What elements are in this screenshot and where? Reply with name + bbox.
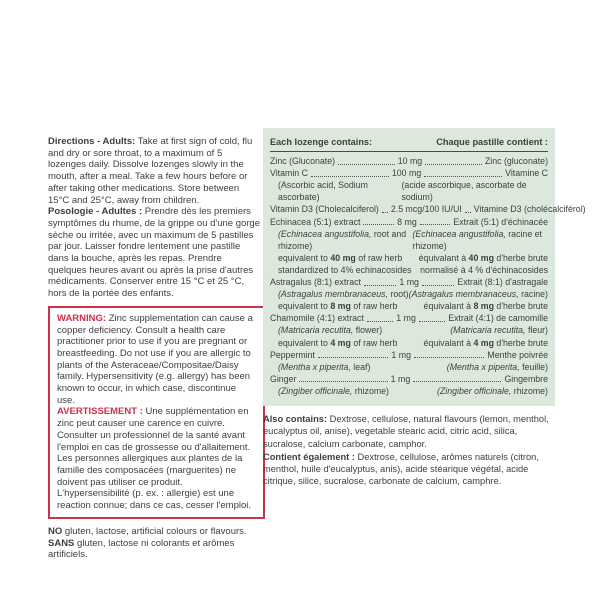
ingredient-row-echinacea (270, 216, 548, 228)
also-contains-section (263, 413, 555, 488)
ingredient-en: Vitamin D3 (Cholecalciferol) (270, 204, 379, 215)
latin-name: (Astragalus membranaceus, (278, 289, 389, 300)
ingredient-fr: Menthe poivrée (487, 349, 549, 360)
ingredient-sub-en (278, 337, 397, 349)
also-contains-en-label: Also contains: (263, 413, 328, 424)
ingredient-amount: 1 mg (390, 373, 411, 384)
equivalent-pre: equivalent to (278, 337, 331, 348)
ingredient-sub-en (278, 385, 389, 397)
also-contains-fr-text: Dextrose, cellulose, arômes naturels (citron, menthol, huile d'eucalyptus, anis), acide stéarique végétal, acide citrique, silice, sucralose, carbonate de calcium, camphre. (263, 451, 539, 487)
plant-part: flower) (353, 325, 383, 336)
also-contains-en-text: Dextrose, cellulose, natural flavours (lemon, menthol, eucalyptus oil, anise), vegetable stearic acid, citric acid, silica, sucralose, calcium carbonate, camphor. (263, 413, 549, 449)
ingredient-amount: 1 mg (391, 349, 411, 360)
ingredient-fr: Gingembre (504, 373, 548, 384)
ingredients-header-en: Each lozenge contains: (270, 137, 373, 147)
plant-part: rhizome) (352, 385, 389, 396)
directions-fr-label: Posologie - Adultes : (48, 206, 143, 218)
ingredient-row-peppermint (270, 349, 548, 361)
plant-part: root) (388, 289, 409, 300)
ingredient-sub-fr (450, 324, 548, 336)
ingredient-subrow-peppermint-latin (270, 361, 548, 373)
dotted-leader (422, 285, 454, 286)
ingredient-row-astragalus (270, 276, 548, 288)
ingredient-en: Vitamin C (270, 168, 308, 179)
ingredient-fr: Extrait (4:1) de camomille (448, 313, 549, 324)
ingredients-panel (263, 128, 586, 406)
equivalent-amount: 40 mg (330, 252, 356, 263)
latin-name: (Mentha x piperita, (446, 361, 520, 372)
ingredient-row-ginger (270, 373, 548, 385)
plant-part: racine et rhizome) (412, 228, 542, 251)
ingredient-sub-fr (412, 228, 548, 252)
equivalent-pre: equivalent to (278, 252, 331, 263)
dotted-leader (367, 321, 393, 322)
ingredient-en: Zinc (Gluconate) (270, 156, 336, 167)
ingredient-subrow-ascorbate (270, 179, 548, 203)
ingredient-amount: 10 mg (397, 156, 423, 167)
dotted-leader (318, 357, 388, 358)
equivalent-amount: 4 mg (473, 337, 494, 348)
ingredient-sub-fr (409, 288, 548, 300)
ingredient-fr: Extrait (5:1) d'échinacée (453, 216, 548, 227)
dotted-leader (311, 176, 389, 177)
dotted-leader (364, 285, 396, 286)
ingredient-amount: 8 mg (397, 216, 417, 227)
dotted-leader (419, 321, 445, 322)
ingredient-sub-en (278, 361, 370, 373)
latin-name: (Matricaria recutita, (450, 325, 526, 336)
ingredient-fr: Extrait (8:1) d'astragale (457, 277, 549, 288)
ingredient-sub-en (278, 324, 382, 336)
warning-box (48, 306, 265, 519)
directions-fr-text: Prendre dès les premiers symptômes du rhume, de la grippe ou d'une gorge sèche ou irritée, avec un maximum de 5 pastilles par jour. Laisser fondre lentement une pastille dans la bouche, après les repas. Prendre quelques heures avant ou après la prise d'autres médicaments. Conserver entre 15 °C et 25 °C, hors de la portée des enfants. (48, 206, 260, 300)
equivalent-amount: 4 mg (330, 337, 351, 348)
directions-paragraph (48, 136, 262, 300)
equivalent-amount: 40 mg (468, 252, 494, 263)
warning-en-label: WARNING: (57, 312, 107, 324)
latin-name: (Zingiber officinale, (278, 385, 353, 396)
latin-name: (Matricaria recutita, (278, 325, 354, 336)
ingredient-sub-en: (Ascorbic acid, Sodium ascorbate) (278, 180, 368, 203)
ingredient-sub-en (278, 228, 412, 252)
warning-en-text: Zinc supplementation can cause a copper deficiency. Consult a health care practitioner prior to use if you are pregnant or breastfeeding. Do not use if you are allergic to plants of the Asteraceae/Compositae/Daisy family. Hypersensitivity (e.g. allergy) has been known to occur, in which case, discontinue use. (57, 312, 253, 406)
dotted-leader (425, 164, 482, 165)
plant-part: root and rhizome) (278, 228, 407, 251)
dotted-leader (420, 224, 451, 225)
ingredient-sub-fr (424, 337, 548, 349)
ingredient-subrow-echinacea-standardized (270, 264, 548, 276)
directions-en-text: Take at first sign of cold, flu and dry or sore throat, to a maximum of 5 lozenges daily. Dissolve lozenges slowly in the mouth, after a meal. Take a few hours before or after taking other medications. Store between 15°C and 25°C, away from children. (48, 136, 253, 206)
ingredient-amount: 1 mg (399, 277, 419, 288)
ingredient-row-chamomile (270, 312, 548, 324)
ingredient-sub-fr (424, 300, 548, 312)
equivalent-post: of raw herb (350, 337, 398, 348)
right-column (263, 128, 586, 489)
ingredient-amount: 2.5 mcg/100 IU/UI (390, 204, 462, 215)
ingredient-fr: Zinc (gluconate) (484, 156, 548, 167)
latin-name: (Echinacea angustifolia, (278, 228, 372, 239)
free-from-en-label: NO (48, 525, 63, 537)
dotted-leader (382, 212, 388, 213)
free-from-fr-label: SANS (48, 537, 75, 549)
ingredient-en: Echinacea (5:1) extract (270, 216, 361, 227)
dotted-leader (338, 164, 395, 165)
ingredient-en: Chamomile (4:1) extract (270, 313, 364, 324)
ingredient-sub-fr (447, 361, 548, 373)
ingredient-sub-en (278, 300, 397, 312)
plant-part: feuille) (519, 361, 548, 372)
ingredient-sub-en: standardized to 4% echinacosides (278, 264, 412, 275)
equivalent-amount: 8 mg (330, 301, 351, 312)
dotted-leader (424, 176, 502, 177)
directions-en-label: Directions - Adults: (48, 136, 136, 147)
ingredient-row-vitamin-d3 (270, 203, 586, 215)
ingredient-fr: Vitamine D3 (cholécalciférol) (473, 204, 586, 215)
ingredient-amount: 1 mg (396, 313, 416, 324)
also-contains-fr-label: Contient également : (263, 451, 355, 462)
ingredient-sub-fr: (acide ascorbique, ascorbate de sodium) (401, 180, 527, 203)
equivalent-post: of raw herb (350, 301, 398, 312)
free-from-paragraph (48, 526, 262, 561)
plant-part: racine) (518, 289, 548, 300)
dotted-leader (363, 224, 394, 225)
equivalent-pre: équivalant à (423, 337, 474, 348)
ingredient-en: Ginger (270, 373, 297, 384)
equivalent-pre: équivalant à (423, 301, 474, 312)
ingredient-sub-fr (419, 252, 548, 264)
ingredient-sub-fr (437, 385, 548, 397)
latin-name: (Mentha x piperita, (278, 361, 351, 372)
also-contains-fr (263, 451, 555, 488)
equivalent-post: d'herbe brute (493, 301, 548, 312)
left-column (48, 136, 262, 561)
dotted-leader (299, 381, 387, 382)
latin-name: (Astragalus membranaceus, (408, 289, 519, 300)
plant-part: fleur) (525, 325, 548, 336)
equivalent-pre: equivalent to (278, 301, 331, 312)
ingredient-subrow-chamomile-equivalent (270, 337, 548, 349)
ingredient-row-zinc (270, 155, 548, 167)
ingredient-fr: Vitamine C (505, 168, 549, 179)
ingredient-sub-en (278, 252, 402, 264)
equivalent-post: of raw herb (355, 252, 403, 263)
equivalent-post: d'herbe brute (493, 337, 548, 348)
ingredient-subrow-ginger-latin (270, 385, 548, 397)
equivalent-amount: 8 mg (473, 301, 494, 312)
ingredient-subrow-astragalus-latin (270, 288, 548, 300)
ingredient-row-vitamin-c (270, 167, 548, 179)
dotted-leader (413, 381, 501, 382)
ingredient-en: Astragalus (8:1) extract (270, 277, 361, 288)
warning-fr-label: AVERTISSEMENT : (57, 406, 143, 418)
equivalent-pre: équivalant à (418, 252, 469, 263)
equivalent-post: d'herbe brute (493, 252, 548, 263)
ingredient-subrow-astragalus-equivalent (270, 300, 548, 312)
also-contains-en (263, 413, 555, 450)
free-from-fr-text: gluten, lactose ni colorants et arômes artificiels. (48, 537, 235, 561)
ingredient-sub-fr: normalisé à 4 % d'échinacosides (420, 264, 548, 275)
ingredients-header-fr: Chaque pastille contient : (436, 137, 548, 147)
ingredient-amount: 100 mg (391, 168, 422, 179)
dotted-leader (465, 212, 471, 213)
ingredient-subrow-echinacea-latin (270, 228, 548, 252)
ingredients-header (270, 136, 548, 152)
plant-part: leaf) (350, 361, 371, 372)
latin-name: (Zingiber officinale, (437, 385, 512, 396)
free-from-en-text: gluten, lactose, artificial colours or flavours. (62, 525, 247, 537)
plant-part: rhizome) (511, 385, 548, 396)
ingredient-subrow-echinacea-equivalent (270, 252, 548, 264)
ingredient-subrow-chamomile-latin (270, 324, 548, 336)
latin-name: (Echinacea angustifolia, (412, 228, 506, 239)
warning-fr-text: Une supplémentation en zinc peut causer une carence en cuivre. Consulter un professionnel de la santé avant l'emploi en cas de grossesse ou d'allaitement. Les personnes allergiques aux plantes de la famille des composacées (marguerites) ne doivent pas utiliser ce produit. L'hypersensibilité (p. ex. : allergie) est une reaction connue; dans ce cas, cesser l'emploi. (57, 406, 252, 512)
ingredient-sub-en (278, 288, 409, 300)
ingredient-en: Peppermint (270, 349, 315, 360)
dotted-leader (414, 357, 484, 358)
